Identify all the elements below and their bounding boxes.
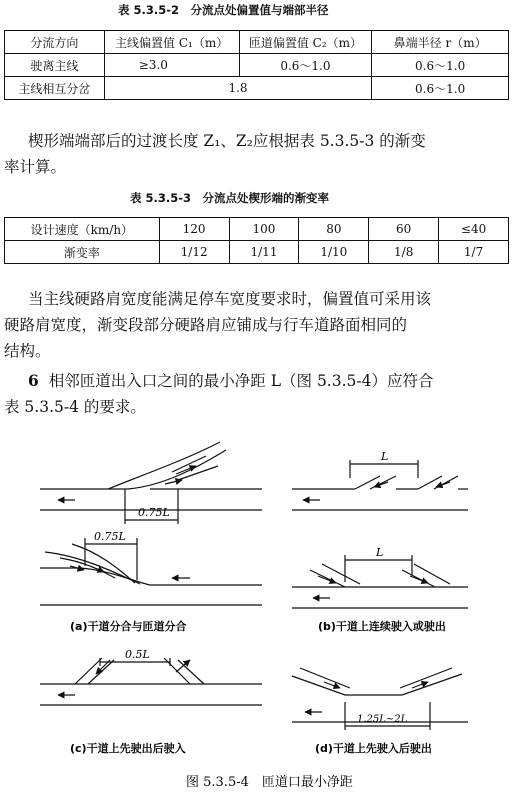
- table2-rate-cell: 1/11: [229, 241, 299, 264]
- table2-speed-cell: 80: [299, 218, 369, 241]
- dimension-label: 0.75L: [94, 530, 126, 543]
- table2: [4, 217, 509, 264]
- direction-arrow: [374, 482, 388, 487]
- subfigure-label-d: (d)干道上先驶入后驶出: [315, 742, 432, 755]
- diagram-b2: [292, 555, 468, 608]
- paragraph-clearance: [28, 368, 433, 394]
- table2-rate-cell: 1/7: [439, 241, 509, 264]
- table1-cell: 驶离主线: [5, 54, 105, 77]
- direction-arrow: [436, 482, 450, 487]
- paragraph-transition-length: [28, 128, 426, 154]
- ramp-spacing-figure: [0, 420, 513, 794]
- table1: [4, 30, 509, 100]
- table1-header-cell: 鼻端半径 r（m）: [372, 31, 509, 54]
- table1-cell: 主线相互分岔: [5, 77, 105, 100]
- table2-speed-cell: ≤40: [439, 218, 509, 241]
- table2-speed-cell: 60: [369, 218, 439, 241]
- table1-cell: 1.8: [104, 77, 372, 100]
- table1-caption: 表 5.3.5-2 分流点处偏置值与端部半径: [118, 3, 329, 17]
- paragraph-line: 率计算。: [4, 158, 67, 176]
- table1-cell: 0.6～1.0: [372, 77, 509, 100]
- table1-cell: ≥3.0: [104, 54, 239, 77]
- table2-rate-cell: 1/8: [369, 241, 439, 264]
- diagram-c: [40, 658, 262, 705]
- table1-header-cell: 主线偏置值 C₁（m）: [104, 31, 239, 54]
- table2-rate-cell: 1/10: [299, 241, 369, 264]
- table2-header-label: 设计速度（km/h）: [5, 218, 160, 241]
- paragraph-line: 硬路肩宽度，渐变段部分硬路肩应铺成与行车道路面相同的: [4, 316, 408, 334]
- table2-row-label: 渐变率: [5, 241, 160, 264]
- diagram-b1: [292, 460, 468, 510]
- direction-arrow: [176, 466, 196, 474]
- diagram-a2: [40, 538, 262, 605]
- paragraph-line: 相邻匝道出入口之间的最小净距 L（图 5.3.5-4）应符合: [48, 372, 434, 390]
- direction-arrow: [318, 576, 336, 583]
- direction-arrow: [176, 660, 190, 672]
- item-number: 6: [28, 371, 39, 390]
- figure-caption: 图 5.3.5-4 匝道口最小净距: [186, 775, 353, 790]
- table2-rate-cell: 1/12: [159, 241, 229, 264]
- table2-speed-cell: 100: [229, 218, 299, 241]
- table2-caption: 表 5.3.5-3 分流点处楔形端的渐变率: [130, 191, 330, 205]
- dimension-label: 1.25L~2L: [357, 714, 408, 725]
- dimension-label: 0.75L: [138, 506, 170, 519]
- table1-header-cell: 分流方向: [5, 31, 105, 54]
- table2-speed-cell: 120: [159, 218, 229, 241]
- dimension-label: L: [381, 450, 389, 463]
- direction-arrow: [410, 576, 428, 583]
- table1-header-cell: 匝道偏置值 C₂（m）: [239, 31, 372, 54]
- paragraph-line: 楔形端端部后的过渡长度 Z₁、Z₂应根据表 5.3.5-3 的渐变: [28, 132, 426, 150]
- direction-arrow: [165, 480, 182, 484]
- paragraph-line: 当主线硬路肩宽度能满足停车宽度要求时，偏置值可采用该: [28, 290, 432, 308]
- table1-cell: 0.6～1.0: [372, 54, 509, 77]
- subfigure-label-b: (b)干道上连续驶入或驶出: [318, 620, 446, 633]
- subfigure-label-c: (c)干道上先驶出后驶入: [70, 742, 186, 755]
- table1-cell: 0.6～1.0: [239, 54, 372, 77]
- dimension-label: L: [376, 546, 384, 559]
- subfigure-label-a: (a)干道分合与匝道分合: [70, 620, 187, 633]
- paragraph-line: 表 5.3.5-4 的要求。: [4, 398, 146, 416]
- paragraph-line: 结构。: [4, 342, 51, 360]
- dimension-label: 0.5L: [125, 648, 150, 661]
